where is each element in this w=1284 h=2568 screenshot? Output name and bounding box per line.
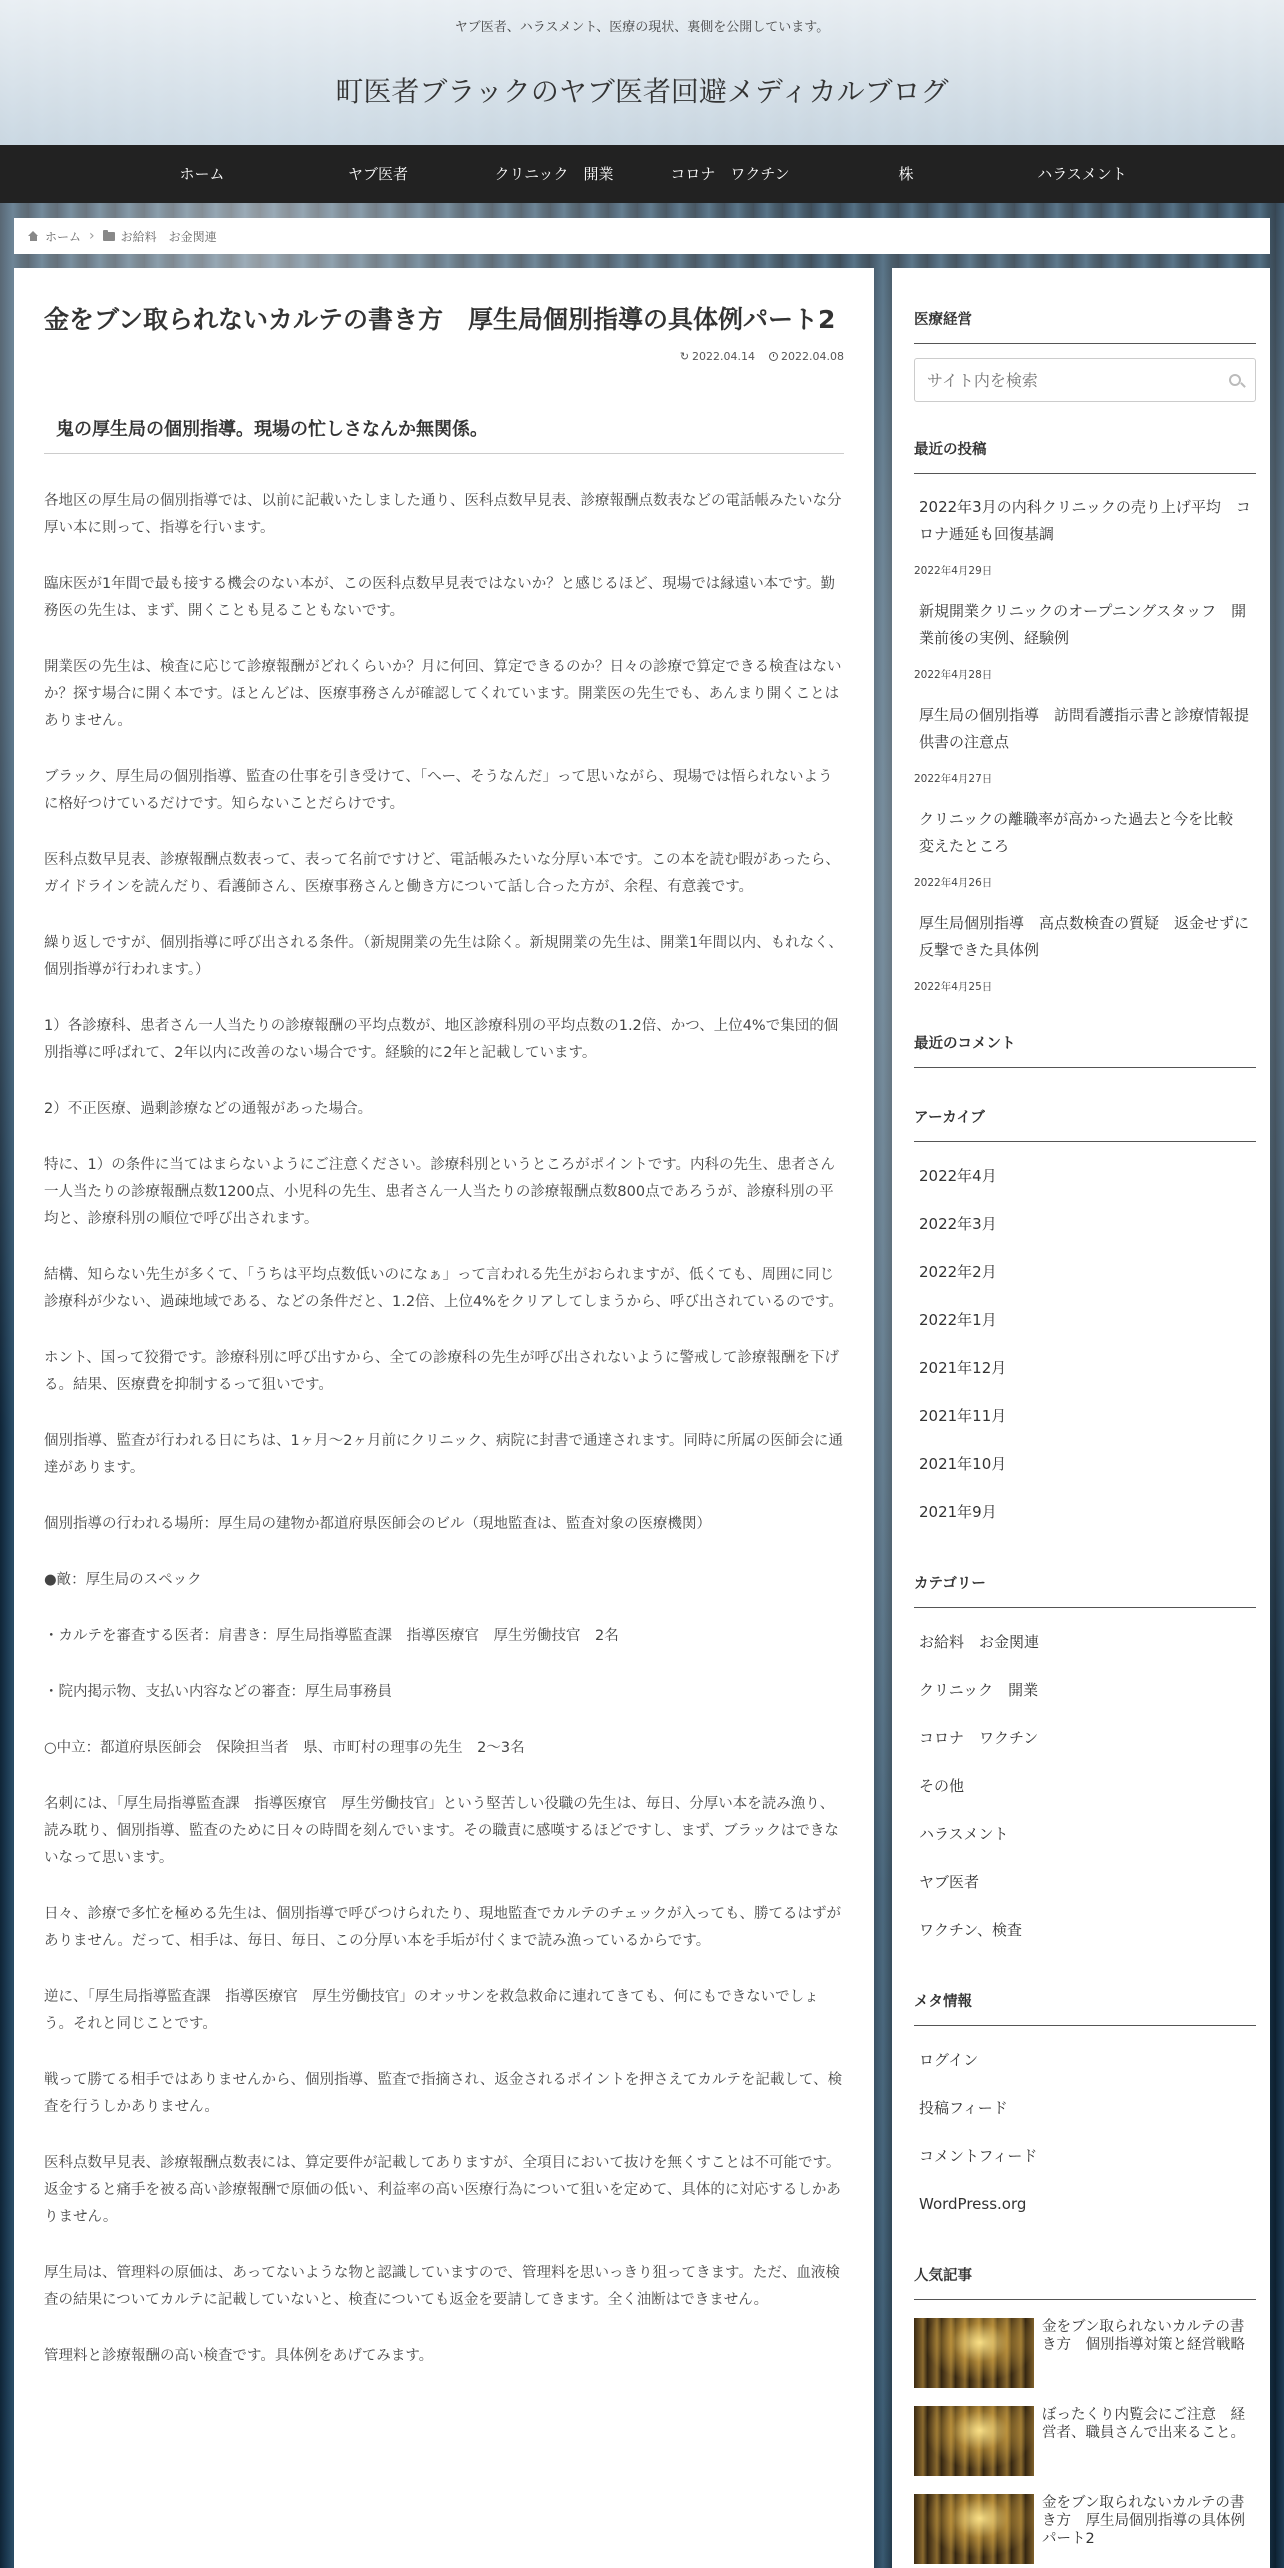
popular-post-title[interactable]: 金をブン取られないカルテの書き方 個別指導対策と経営戦略 bbox=[1042, 2319, 1245, 2353]
category-link[interactable]: その他 bbox=[919, 1777, 965, 1795]
archive-link[interactable]: 2021年10月 bbox=[919, 1455, 1007, 1473]
popular-post-title[interactable]: ぼったくり内覧会にご注意 経営者、職員さんで出来ること。 bbox=[1042, 2407, 1245, 2441]
recent-post-link[interactable]: クリニックの離職率が高かった過去と今を比較 変えたところ bbox=[919, 810, 1249, 855]
widget-title-meta: メタ情報 bbox=[914, 1990, 1256, 2026]
category-link[interactable]: ハラスメント bbox=[919, 1825, 1009, 1843]
category-list bbox=[914, 1618, 1256, 1954]
paragraph: 管理料と診療報酬の高い検査です。具体例をあげてみます。 bbox=[44, 2348, 434, 2365]
archive-list bbox=[914, 1152, 1256, 1536]
nav-item-stock[interactable]: 株 bbox=[898, 165, 914, 183]
site-title[interactable]: 町医者ブラックのヤブ医者回避メディカルブログ bbox=[335, 75, 949, 108]
widget-title-archive: アーカイブ bbox=[914, 1106, 1256, 1142]
site-header bbox=[0, 0, 1284, 145]
breadcrumb-home-label: ホーム bbox=[45, 229, 82, 244]
forest-thumbnail[interactable] bbox=[914, 2494, 1034, 2564]
paragraph: 1）各診療科、患者さん一人当たりの診療報酬の平均点数が、地区診療科別の平均点数の1.2倍、かつ、上位4%で集団的個別指導に呼ばれて、2年以内に改善のない場合です。経験的に2年と記載しています。 bbox=[44, 1018, 839, 1062]
archive-link[interactable]: 2021年9月 bbox=[919, 1503, 997, 1521]
recent-post-date: 2022年4月28日 bbox=[914, 669, 993, 681]
chevron-right-icon: › bbox=[89, 228, 95, 244]
paragraph: 繰り返しですが、個別指導に呼び出される条件。（新規開業の先生は除く。新規開業の先生は、開業1年間以内、もれなく、個別指導が行われます。） bbox=[44, 935, 843, 979]
paragraph: ●敵：厚生局のスペック bbox=[44, 1572, 202, 1589]
paragraph: 医科点数早見表、診療報酬点数表って、表って名前ですけど、電話帳みたいな分厚い本です。この本を読む暇があったら、ガイドラインを読んだり、看護師さん、医療事務さんと働き方について話し合った方が、余程、有意義です。 bbox=[44, 852, 840, 896]
archive-link[interactable]: 2021年11月 bbox=[919, 1407, 1007, 1425]
clock-icon bbox=[769, 352, 778, 361]
archive-link[interactable]: 2022年3月 bbox=[919, 1215, 997, 1233]
post-dates bbox=[44, 350, 844, 363]
recent-post bbox=[914, 806, 1256, 890]
paragraph: 戦って勝てる相手ではありませんから、個別指導、監査で指摘され、返金されるポイントを押さえてカルテを記載して、検査を行うしかありません。 bbox=[44, 2072, 843, 2116]
breadcrumb-category-label: お給料 お金関連 bbox=[120, 229, 217, 244]
paragraph: ○中立：都道府県医師会 保険担当者 県、市町村の理事の先生 2〜3名 bbox=[44, 1740, 525, 1757]
meta-list bbox=[914, 2036, 1256, 2228]
updated-date: ↻ 2022.04.14 bbox=[679, 350, 756, 364]
category-link[interactable]: ヤブ医者 bbox=[919, 1873, 980, 1891]
nav-item-corona[interactable]: コロナ ワクチン bbox=[670, 165, 790, 183]
meta-comment-feed-link[interactable]: コメントフィード bbox=[919, 2147, 1038, 2165]
meta-login-link[interactable]: ログイン bbox=[919, 2051, 979, 2069]
recent-post-date: 2022年4月25日 bbox=[914, 981, 993, 993]
post-title: 金をブン取られないカルテの書き方 厚生局個別指導の具体例パート2 bbox=[44, 305, 836, 334]
paragraph: ブラック、厚生局の個別指導、監査の仕事を引き受けて、「へー、そうなんだ」って思いながら、現場では悟られないように格好つけているだけです。知らないことだらけです。 bbox=[44, 769, 833, 813]
search-icon[interactable] bbox=[1229, 374, 1241, 386]
home-icon bbox=[28, 231, 39, 241]
category-link[interactable]: コロナ ワクチン bbox=[919, 1729, 1039, 1747]
paragraph: ホント、国って狡猾です。診療科別に呼び出すから、全ての診療科の先生が呼び出されないように警戒して診療報酬を下げる。結果、医療費を抑制するって狙いです。 bbox=[44, 1350, 840, 1394]
widget-title-popular: 人気記事 bbox=[914, 2264, 1256, 2300]
refresh-icon: ↻ bbox=[679, 350, 690, 364]
paragraph: ・カルテを審査する医者：肩書き：厚生局指導監査課 指導医療官 厚生労働技官 2名 bbox=[44, 1628, 619, 1645]
section-heading: 鬼の厚生局の個別指導。現場の忙しさなんか無関係。 bbox=[44, 415, 844, 454]
paragraph: 個別指導の行われる場所：厚生局の建物か都道府県医師会のビル（現地監査は、監査対象の医療機関） bbox=[44, 1516, 711, 1533]
recent-post-date: 2022年4月29日 bbox=[914, 565, 993, 577]
widget-title-category: カテゴリー bbox=[914, 1572, 1256, 1608]
article bbox=[14, 268, 874, 2568]
recent-post-link[interactable]: 2022年3月の内科クリニックの売り上げ平均 コロナ逓延も回復基調 bbox=[919, 498, 1251, 543]
nav-item-harassment[interactable]: ハラスメント bbox=[1037, 165, 1127, 183]
widget-title-medical: 医療経営 bbox=[914, 308, 1256, 344]
paragraph: 個別指導、監査が行われる日にちは、1ヶ月〜2ヶ月前にクリニック、病院に封書で通達されます。同時に所属の医師会に通達があります。 bbox=[44, 1433, 843, 1477]
popular-post[interactable] bbox=[914, 2406, 1256, 2476]
archive-link[interactable]: 2022年4月 bbox=[919, 1167, 997, 1185]
archive-link[interactable]: 2022年1月 bbox=[919, 1311, 997, 1329]
paragraph: 名刺には、「厚生局指導監査課 指導医療官 厚生労働技官」という堅苦しい役職の先生は、毎日、分厚い本を読み漁り、読み耽り、個別指導、監査のために日々の時間を刻んでいます。その職責に感嘆するほどですし、まず、ブラックはできないなって思います。 bbox=[44, 1796, 839, 1867]
recent-post bbox=[914, 702, 1256, 786]
nav-item-clinic[interactable]: クリニック 開業 bbox=[494, 165, 614, 183]
recent-post-date: 2022年4月27日 bbox=[914, 773, 993, 785]
recent-post bbox=[914, 494, 1256, 578]
forest-thumbnail[interactable] bbox=[914, 2318, 1034, 2388]
recent-post bbox=[914, 598, 1256, 682]
nav-item-home[interactable]: ホーム bbox=[179, 165, 225, 183]
main-nav bbox=[0, 145, 1284, 203]
search-input[interactable] bbox=[927, 371, 1187, 390]
category-link[interactable]: ワクチン、検査 bbox=[919, 1921, 1023, 1939]
category-link[interactable]: お給料 お金関連 bbox=[919, 1633, 1040, 1651]
breadcrumb-category[interactable] bbox=[103, 228, 217, 245]
breadcrumb-home[interactable] bbox=[28, 228, 81, 245]
popular-post[interactable] bbox=[914, 2494, 1256, 2564]
paragraph: 各地区の厚生局の個別指導では、以前に記載いたしました通り、医科点数早見表、診療報酬点数表などの電話帳みたいな分厚い本に則って、指導を行います。 bbox=[44, 493, 842, 537]
paragraph: 日々、診療で多忙を極める先生は、個別指導で呼びつけられたり、現地監査でカルテのチェックが入っても、勝てるはずがありません。だって、相手は、毎日、毎日、この分厚い本を手垢が付くまで読み漁っているからです。 bbox=[44, 1906, 842, 1950]
paragraph: 逆に、「厚生局指導監査課 指導医療官 厚生労働技官」のオッサンを救急救命に連れてきても、何にもできないでしょう。それと同じことです。 bbox=[44, 1989, 819, 2033]
meta-wordpress-link[interactable]: WordPress.org bbox=[919, 2195, 1027, 2213]
forest-thumbnail[interactable] bbox=[914, 2406, 1034, 2476]
sidebar bbox=[892, 268, 1270, 2568]
breadcrumb bbox=[14, 218, 1270, 254]
popular-post[interactable] bbox=[914, 2318, 1256, 2388]
recent-post-link[interactable]: 新規開業クリニックのオープニングスタッフ 開業前後の実例、経験例 bbox=[919, 602, 1247, 647]
widget-title-comments: 最近のコメント bbox=[914, 1032, 1256, 1068]
search-box bbox=[914, 358, 1256, 402]
paragraph: 厚生局は、管理料の原価は、あってないような物と認識していますので、管理料を思いっきり狙ってきます。ただ、血液検査の結果についてカルテに記載していないと、検査についても返金を要請してきます。全く油断はできません。 bbox=[44, 2265, 840, 2309]
recent-post-date: 2022年4月26日 bbox=[914, 877, 993, 889]
recent-post bbox=[914, 910, 1256, 994]
paragraph: 医科点数早見表、診療報酬点数表には、算定要件が記載してありますが、全項目において抜けを無くすことは不可能です。返金すると痛手を被る高い診療報酬で原価の低い、利益率の高い医療行為について狙いを定めて、具体的に対応するしかありません。 bbox=[44, 2155, 841, 2226]
paragraph: 開業医の先生は、検査に応じて診療報酬がどれくらいか？月に何回、算定できるのか？日々の診療で算定できる検査はないか？探す場合に開く本です。ほとんどは、医療事務さんが確認してくれています。開業医の先生でも、あんまり開くことはありません。 bbox=[44, 659, 842, 730]
paragraph: 特に、1）の条件に当てはまらないようにご注意ください。診療科別というところがポイントです。内科の先生、患者さん一人当たりの診療報酬点数1200点、小児科の先生、患者さん一人当たりの診療報酬点数800点であろうが、診療科別の平均と、診療科別の順位で呼び出されます。 bbox=[44, 1157, 836, 1228]
recent-post-link[interactable]: 厚生局の個別指導 訪問看護指示書と診療情報提供書の注意点 bbox=[919, 706, 1250, 751]
paragraph: ・院内掲示物、支払い内容などの審査：厚生局事務員 bbox=[44, 1684, 392, 1701]
site-tagline: ヤブ医者、ハラスメント、医療の現状、裏側を公開しています。 bbox=[454, 20, 830, 35]
paragraph: 2）不正医療、過剰診療などの通報があった場合。 bbox=[44, 1101, 373, 1118]
popular-post-title[interactable]: 金をブン取られないカルテの書き方 厚生局個別指導の具体例パート2 bbox=[1042, 2495, 1245, 2547]
folder-icon bbox=[103, 232, 115, 241]
recent-post-link[interactable]: 厚生局個別指導 高点数検査の質疑 返金せずに反撃できた具体例 bbox=[919, 914, 1250, 959]
meta-feed-link[interactable]: 投稿フィード bbox=[919, 2099, 1008, 2117]
published-date: 2022.04.08 bbox=[769, 350, 844, 363]
paragraph: 臨床医が1年間で最も接する機会のない本が、この医科点数早見表ではないか？と感じるほど、現場では縁遠い本です。勤務医の先生は、まず、開くことも見ることもないです。 bbox=[44, 576, 836, 620]
paragraph: 結構、知らない先生が多くて、「うちは平均点数低いのになぁ」って言われる先生がおられますが、低くても、周囲に同じ診療科が少ない、過疎地域である、などの条件だと、1.2倍、上位4%をクリアしてしまうから、呼び出されているのです。 bbox=[44, 1267, 843, 1311]
widget-title-recent: 最近の投稿 bbox=[914, 438, 1256, 474]
nav-item-yabu[interactable]: ヤブ医者 bbox=[347, 165, 408, 183]
archive-link[interactable]: 2022年2月 bbox=[919, 1263, 997, 1281]
category-link[interactable]: クリニック 開業 bbox=[919, 1681, 1039, 1699]
archive-link[interactable]: 2021年12月 bbox=[919, 1359, 1007, 1377]
